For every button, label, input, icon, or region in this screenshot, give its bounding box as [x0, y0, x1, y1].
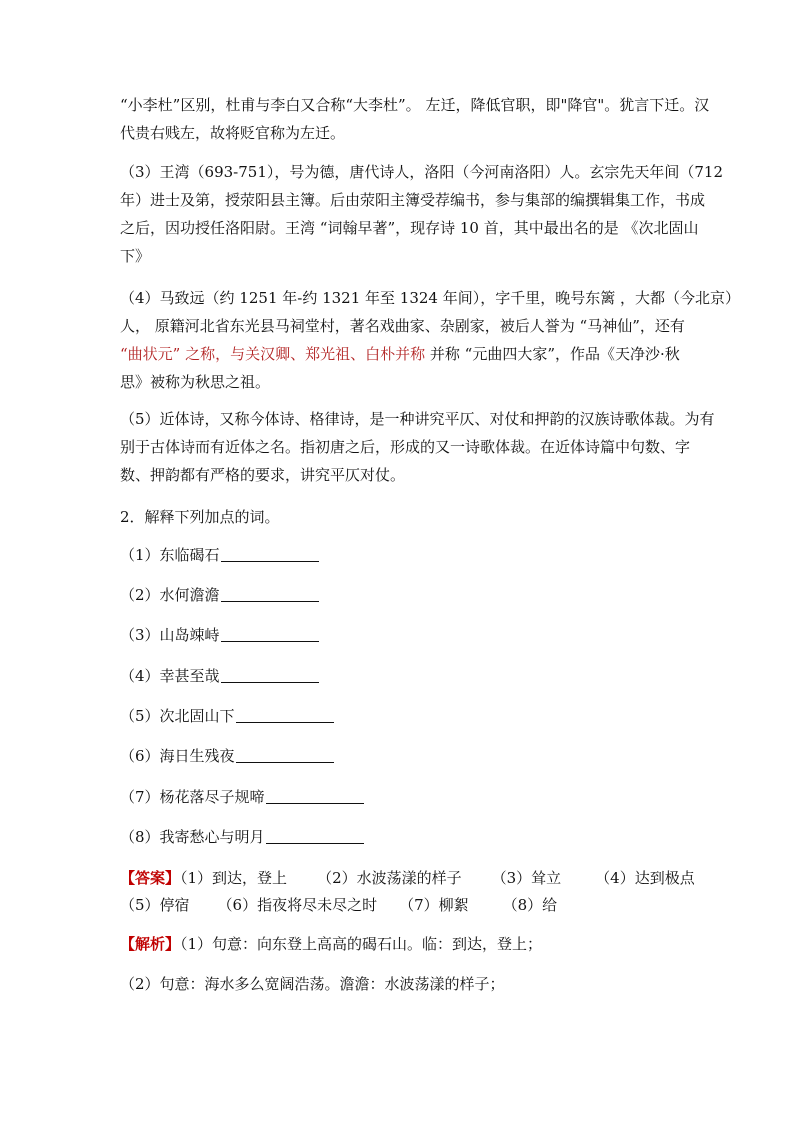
question-title: 2．解释下列加点的词。: [120, 508, 280, 526]
item-text: （3）山岛竦峙: [120, 626, 220, 644]
note-line-mixed: [120, 340, 680, 368]
answer-row-1: [120, 868, 695, 888]
question-item: [120, 787, 364, 807]
note-4: [120, 284, 741, 396]
note-5: [120, 405, 715, 489]
analysis-line: [120, 934, 542, 954]
answer-label: 【答案】: [120, 869, 181, 887]
question-item: [120, 746, 334, 766]
answer-item: （5）停宿: [120, 896, 190, 914]
answer-item: （4）达到极点: [595, 869, 695, 887]
note-line: 数、押韵都有严格的要求，讲究平仄对仗。: [120, 466, 406, 484]
question-item: [120, 827, 364, 847]
answer-item: （7）柳絮: [399, 896, 469, 914]
note-line: “小李杜”区别，杜甫与李白又合称“大李杜”。 左迁，降低官职，即"降官"。犹言下迁。汉: [120, 96, 710, 114]
question-item: [120, 706, 334, 726]
answer-blank: [221, 666, 319, 683]
item-text: （7）杨花落尽子规啼: [120, 788, 265, 806]
note-3: [120, 158, 724, 270]
answer-blank: [221, 545, 319, 562]
answer-blank: [221, 625, 319, 642]
question-item: [120, 625, 319, 645]
answer-blank: [236, 746, 334, 763]
answer-item: （6）指夜将尽未尽之时: [217, 896, 378, 914]
note-line: （4）马致远（约 1251 年-约 1321 年至 1324 年间），字千里，晚号东篱 ，大都（今北京）: [120, 289, 741, 307]
item-text: （5）次北固山下: [120, 707, 235, 725]
note-line: 人， 原籍河北省东光县马祠堂村，著名戏曲家、杂剧家，被后人誉为 “马神仙”，还有: [120, 317, 685, 335]
answer-item: （2）水波荡漾的样子: [317, 869, 462, 887]
answer-blank: [266, 787, 364, 804]
highlighted-text: “曲状元” 之称，与关汉卿、郑光祖、白朴并称: [120, 345, 426, 363]
note-line: 下》: [120, 247, 151, 265]
item-text: （1）东临碣石: [120, 546, 220, 564]
note-line: 之后，因功授任洛阳尉。王湾 “词翰早著”，现存诗 10 首，其中最出名的是 《次北固山: [120, 219, 699, 237]
analysis-text: （2）句意：海水多么宽阔浩荡。澹澹：水波荡漾的样子；: [120, 975, 505, 993]
answer-item: （8）给: [502, 896, 558, 914]
note-line: 代贵右贱左，故将贬官称为左迁。: [120, 124, 346, 142]
note-line: 思》被称为秋思之祖。: [120, 373, 271, 391]
answer-blank: [221, 585, 319, 602]
answer-row-2: [120, 895, 557, 915]
question-item: [120, 545, 319, 565]
note-line: 别于古体诗而有近体之名。指初唐之后，形成的又一诗歌体裁。在近体诗篇中句数、字: [120, 438, 691, 456]
question-item: [120, 585, 319, 605]
note-line: （3）王湾（693-751），号为德，唐代诗人，洛阳（今河南洛阳）人。玄宗先天年间（712: [120, 163, 724, 181]
question-item: [120, 666, 319, 686]
answer-item: （3）耸立: [491, 869, 562, 887]
note-2-continuation: [120, 91, 710, 147]
analysis-label: 【解析】: [120, 935, 181, 953]
item-text: （2）水何澹澹: [120, 586, 220, 604]
item-text: （6）海日生残夜: [120, 747, 235, 765]
note-line: （5）近体诗，又称今体诗、格律诗，是一种讲究平仄、对仗和押韵的汉族诗歌体裁。为有: [120, 410, 715, 428]
answer-item: （1）到达，登上: [180, 869, 288, 887]
analysis-line: [120, 974, 505, 994]
note-line: 年）进士及第，授荥阳县主簿。后由荥阳主簿受荐编书，参与集部的编撰辑集工作，书成: [120, 191, 706, 209]
item-text: （4）幸甚至哉: [120, 667, 220, 685]
analysis-text: （1）句意：向东登上高高的碣石山。临：到达，登上；: [180, 935, 543, 953]
answer-blank: [266, 827, 364, 844]
item-text: （8）我寄愁心与明月: [120, 828, 265, 846]
answer-blank: [236, 706, 334, 723]
note-text: 并称 “元曲四大家”，作品《天净沙·秋: [425, 345, 680, 363]
